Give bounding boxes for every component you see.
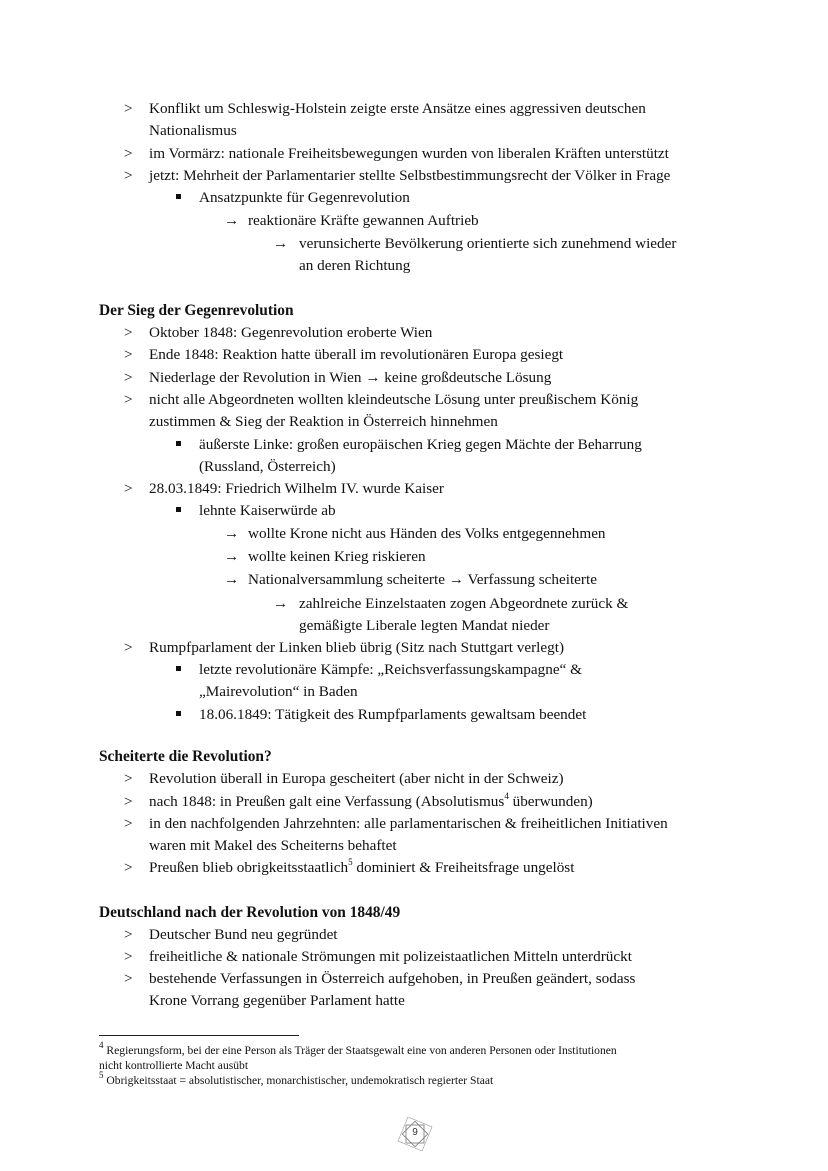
list-item-text-part: Preußen blieb obrigkeitsstaatlich bbox=[149, 859, 349, 876]
list-item-text: 18.06.1849: Tätigkeit des Rumpfparlaments gewaltsam beendet bbox=[199, 706, 587, 723]
arrow-icon: → bbox=[224, 525, 240, 542]
footnote-number: 4 bbox=[99, 1040, 104, 1051]
list-item-text: im Vormärz: nationale Freiheitsbewegungen wurden von liberalen Kräften unterstützt bbox=[149, 145, 669, 162]
arrow-icon: → bbox=[448, 571, 464, 588]
square-bullet-icon bbox=[176, 711, 181, 716]
list-item-text-part: Nationalversammlung scheiterte bbox=[248, 571, 445, 588]
list-item-text: wollte Krone nicht aus Händen des Volks entgegennehmen bbox=[248, 525, 606, 542]
list-marker: > bbox=[124, 926, 133, 943]
list-item-text: Oktober 1848: Gegenrevolution eroberte Wien bbox=[149, 324, 433, 341]
page-number: 9 bbox=[412, 1127, 418, 1138]
list-marker: > bbox=[124, 145, 133, 162]
list-marker: > bbox=[124, 391, 133, 408]
arrow-icon: → bbox=[273, 235, 289, 252]
list-item-text: in den nachfolgenden Jahrzehnten: alle parlamentarischen & freiheitlichen Initiativen bbox=[149, 815, 668, 832]
footnote-ref: 5 bbox=[348, 856, 353, 867]
arrow-icon: → bbox=[273, 595, 289, 612]
list-item-text: zahlreiche Einzelstaaten zogen Abgeordnete zurück & bbox=[299, 595, 629, 612]
list-item-text: jetzt: Mehrheit der Parlamentarier stellte Selbstbestimmungsrecht der Völker in Frage bbox=[149, 167, 671, 184]
list-item-text-part: Niederlage der Revolution in Wien bbox=[149, 369, 362, 386]
list-item-text: Konflikt um Schleswig-Holstein zeigte erste Ansätze eines aggressiven deutschen bbox=[149, 100, 646, 117]
list-marker: > bbox=[124, 324, 133, 341]
list-item-text bbox=[149, 792, 593, 811]
square-bullet-icon bbox=[176, 507, 181, 512]
list-item-text: an deren Richtung bbox=[299, 257, 411, 274]
arrow-icon: → bbox=[365, 369, 381, 386]
footnote-number: 5 bbox=[99, 1070, 104, 1081]
arrow-icon: → bbox=[224, 548, 240, 565]
list-item-text: freiheitliche & nationale Strömungen mit polizeistaatlichen Mitteln unterdrückt bbox=[149, 948, 632, 965]
square-bullet-icon bbox=[176, 441, 181, 446]
list-item-text bbox=[248, 570, 597, 589]
list-marker: > bbox=[124, 100, 133, 117]
list-item-text: wollte keinen Krieg riskieren bbox=[248, 548, 426, 565]
list-item-text: Revolution überall in Europa gescheitert (aber nicht in der Schweiz) bbox=[149, 770, 564, 787]
list-marker: > bbox=[124, 770, 133, 787]
list-item-text: „Mairevolution“ in Baden bbox=[199, 683, 358, 700]
list-item-text: Deutscher Bund neu gegründet bbox=[149, 926, 338, 943]
section-heading: Der Sieg der Gegenrevolution bbox=[99, 302, 294, 319]
list-item-text bbox=[149, 858, 574, 877]
list-item-text: lehnte Kaiserwürde ab bbox=[199, 502, 336, 519]
section-heading: Deutschland nach der Revolution von 1848/49 bbox=[99, 904, 401, 921]
list-item-text-part: dominiert & Freiheitsfrage ungelöst bbox=[352, 859, 575, 876]
list-item-text: Nationalismus bbox=[149, 122, 237, 139]
footnote-text: Regierungsform, bei der eine Person als Träger der Staatsgewalt eine von anderen Personen oder Institutionen bbox=[103, 1044, 617, 1057]
footnote-divider bbox=[99, 1035, 299, 1036]
list-marker: > bbox=[124, 859, 133, 876]
section-heading: Scheiterte die Revolution? bbox=[99, 748, 272, 765]
list-item-text: waren mit Makel des Scheiterns behaftet bbox=[149, 837, 397, 854]
list-item-text: Rumpfparlament der Linken blieb übrig (Sitz nach Stuttgart verlegt) bbox=[149, 639, 565, 656]
footnote bbox=[99, 1040, 617, 1058]
list-marker: > bbox=[124, 970, 133, 987]
list-marker: > bbox=[124, 167, 133, 184]
footnote-text: Obrigkeitsstaat = absolutistischer, monarchistischer, undemokratisch regierter Staat bbox=[103, 1074, 494, 1087]
square-bullet-icon bbox=[176, 194, 181, 199]
list-marker: > bbox=[124, 793, 133, 810]
list-item-text-part: Verfassung scheiterte bbox=[467, 571, 597, 588]
page-number-ornament bbox=[397, 1117, 433, 1151]
list-marker: > bbox=[124, 948, 133, 965]
list-item-text: letzte revolutionäre Kämpfe: „Reichsverfassungskampagne“ & bbox=[199, 661, 582, 678]
list-marker: > bbox=[124, 815, 133, 832]
list-item-text: nicht alle Abgeordneten wollten kleindeutsche Lösung unter preußischem König bbox=[149, 391, 639, 408]
list-marker: > bbox=[124, 346, 133, 363]
list-item-text: (Russland, Österreich) bbox=[199, 458, 336, 475]
list-item-text-part: nach 1848: in Preußen galt eine Verfassung (Absolutismus bbox=[149, 793, 505, 810]
list-item-text: zustimmen & Sieg der Reaktion in Österreich hinnehmen bbox=[149, 413, 498, 430]
list-item-text bbox=[149, 368, 551, 387]
list-item-text: Ende 1848: Reaktion hatte überall im revolutionären Europa gesiegt bbox=[149, 346, 564, 363]
list-marker: > bbox=[124, 369, 133, 386]
list-item-text: reaktionäre Kräfte gewannen Auftrieb bbox=[248, 212, 479, 229]
arrow-icon: → bbox=[224, 212, 240, 229]
list-item-text: bestehende Verfassungen in Österreich aufgehoben, in Preußen geändert, sodass bbox=[149, 970, 636, 987]
list-item-text-part: überwunden) bbox=[508, 793, 593, 810]
list-item-text-part: keine großdeutsche Lösung bbox=[384, 369, 552, 386]
list-item-text: gemäßigte Liberale legten Mandat nieder bbox=[299, 617, 550, 634]
list-item-text: 28.03.1849: Friedrich Wilhelm IV. wurde Kaiser bbox=[149, 480, 444, 497]
list-item-text: äußerste Linke: großen europäischen Krieg gegen Mächte der Beharrung bbox=[199, 436, 642, 453]
list-item-text: verunsicherte Bevölkerung orientierte sich zunehmend wieder bbox=[299, 235, 677, 252]
footnote-ref: 4 bbox=[504, 790, 509, 801]
footnote-text: nicht kontrollierte Macht ausübt bbox=[99, 1059, 249, 1072]
list-item-text: Krone Vorrang gegenüber Parlament hatte bbox=[149, 992, 405, 1009]
square-bullet-icon bbox=[176, 666, 181, 671]
arrow-icon: → bbox=[224, 571, 240, 588]
footnote bbox=[99, 1070, 494, 1088]
list-item-text: Ansatzpunkte für Gegenrevolution bbox=[199, 189, 410, 206]
list-marker: > bbox=[124, 639, 133, 656]
list-marker: > bbox=[124, 480, 133, 497]
